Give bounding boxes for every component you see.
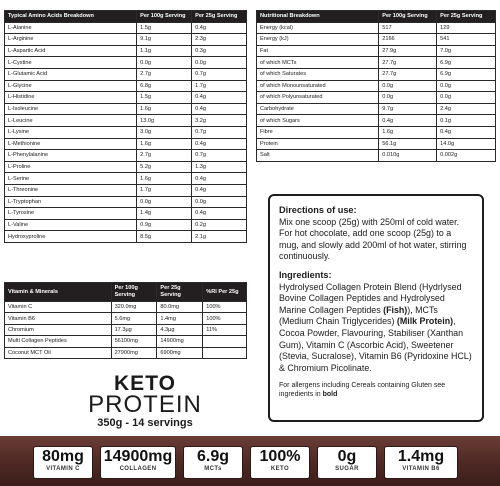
table-cell: 7.0g — [437, 45, 496, 57]
header-cell: %RI Per 25g — [203, 283, 247, 302]
table-cell: 6900mg — [157, 347, 203, 358]
table-row — [5, 347, 247, 358]
stat-value: 1.4mg — [397, 448, 445, 465]
table-cell: 56.1g — [379, 138, 437, 150]
table-row — [257, 103, 496, 115]
table-cell — [203, 347, 247, 358]
table-cell: L-Tyrosine — [5, 208, 137, 220]
allergy-note-text: For allergens including Cereals containing Gluten see ingredients in — [279, 382, 446, 399]
table-cell: 0.9g — [137, 219, 192, 231]
table-cell: 1.4g — [137, 208, 192, 220]
stat-label: VITAMIN C — [46, 466, 80, 472]
table-cell: Chromium — [5, 324, 112, 335]
stat-value: 80mg — [42, 448, 84, 465]
allergy-note-bold: bold — [322, 391, 338, 399]
table-cell: 6.9g — [437, 68, 496, 80]
table-cell: 0.4g — [192, 92, 247, 104]
allergen-milk: (Milk Protein) — [396, 316, 454, 327]
table-row — [5, 302, 247, 313]
header-cell: Per 100g Serving — [379, 11, 437, 23]
table-row — [257, 34, 496, 46]
table-cell: Protein — [257, 138, 379, 150]
stat-value: 6.9g — [196, 448, 229, 465]
table-cell: 0.4g — [192, 22, 247, 34]
table-cell: 27.7g — [379, 57, 437, 69]
vitamins-minerals-table-body — [5, 302, 247, 359]
table-row — [5, 80, 247, 92]
table-cell: 0.2g — [192, 219, 247, 231]
table-cell: L-Cystine — [5, 57, 137, 69]
table-cell: 17.3µg — [111, 324, 157, 335]
table-cell: 517 — [379, 22, 437, 34]
table-cell: 0.7g — [192, 126, 247, 138]
table-cell: 0.4g — [192, 173, 247, 185]
table-row — [5, 57, 247, 69]
stat-value: 100% — [259, 448, 301, 465]
table-cell: 5.6mg — [111, 313, 157, 324]
table-cell: 0.4g — [192, 208, 247, 220]
ingredients-part: , Cocoa Powder, Flavouring, Stabiliser (Xanthan Gum), Vitamin C (Ascorbic Acid), Sweetener (Stevia, Sucralose), Vitamin B6 (Pyridoxine HCL) & Chromium Picolinate. — [279, 316, 472, 373]
table-cell: 56100mg — [111, 336, 157, 347]
table-row — [5, 161, 247, 173]
table-cell: Energy (kJ) — [257, 34, 379, 46]
stat-label: MCTs — [204, 466, 222, 472]
stat-value: 0g — [337, 448, 357, 465]
table-row — [5, 115, 247, 127]
table-cell: Vitamin B6 — [5, 313, 112, 324]
stat-collagen — [100, 446, 176, 479]
stat-mcts — [183, 446, 243, 479]
allergy-note — [279, 381, 473, 399]
directions-text: Mix one scoop (25g) with 250ml of cold water. For hot chocolate, add one scoop (25g) to a mug, and slowly add 200ml of hot water, stirring continuously. — [279, 216, 467, 262]
table-cell: 6.9g — [437, 57, 496, 69]
table-cell: of which Monounsaturated — [257, 80, 379, 92]
table-cell: Vitamin C — [5, 302, 112, 313]
table-cell: L-Isoleucine — [5, 103, 137, 115]
header-cell: Per 100g Serving — [137, 11, 192, 23]
table-cell: 9.7g — [379, 103, 437, 115]
table-cell: 0.002g — [437, 150, 496, 162]
table-row — [5, 196, 247, 208]
table-cell: Multi Collagen Peptides — [5, 336, 112, 347]
nutrition-table — [256, 10, 496, 162]
stat-vitamin-b6 — [384, 446, 458, 479]
table-cell: 1.5g — [137, 22, 192, 34]
table-cell: 1.6g — [137, 138, 192, 150]
table-cell: 1.6g — [379, 126, 437, 138]
table-row — [5, 22, 247, 34]
table-cell: Fibre — [257, 126, 379, 138]
stat-label: SUGAR — [335, 466, 359, 472]
table-cell: of which MCTs — [257, 57, 379, 69]
table-cell: 0.0g — [379, 92, 437, 104]
header-cell: Per 25g Serving — [157, 283, 203, 302]
table-row — [5, 126, 247, 138]
table-cell: 13.0g — [137, 115, 192, 127]
table-cell: 0.7g — [192, 68, 247, 80]
ingredients-text — [279, 282, 473, 375]
table-cell: 1.6g — [137, 173, 192, 185]
table-cell: 27.9g — [379, 45, 437, 57]
table-row — [257, 150, 496, 162]
table-cell: 1.7g — [137, 184, 192, 196]
table-cell: L-Serine — [5, 173, 137, 185]
table-cell: 1.6g — [137, 103, 192, 115]
table-cell: 100% — [203, 302, 247, 313]
table-row — [5, 34, 247, 46]
table-cell: 5.2g — [137, 161, 192, 173]
table-cell: 2.1g — [192, 231, 247, 243]
table-row — [257, 126, 496, 138]
table-cell: 11% — [203, 324, 247, 335]
table-cell: Hydroxyproline — [5, 231, 137, 243]
table-cell: 8.5g — [137, 231, 192, 243]
table-row — [257, 45, 496, 57]
table-cell: 0.4g — [192, 184, 247, 196]
table-cell: L-Threonine — [5, 184, 137, 196]
table-cell: 1.7g — [192, 80, 247, 92]
table-row — [5, 208, 247, 220]
stats-band — [0, 436, 500, 486]
table-row — [5, 219, 247, 231]
stat-keto — [250, 446, 310, 479]
table-cell: 2.7g — [137, 68, 192, 80]
table-cell: 1.5g — [137, 92, 192, 104]
table-cell: 0.0g — [192, 57, 247, 69]
vitamins-minerals-table — [4, 282, 247, 359]
ingredients-part: Hydrolysed Collagen Protein Blend (Hydrlysed Bovine Collagen Peptides and Hydrolysed Marine Collagen Peptides — [279, 281, 462, 315]
table-cell: 9.1g — [137, 34, 192, 46]
table-cell: 0.4g — [437, 126, 496, 138]
table-cell: 100% — [203, 313, 247, 324]
table-cell: Salt — [257, 150, 379, 162]
table-cell: 0.7g — [192, 150, 247, 162]
table-cell: L-Arginine — [5, 34, 137, 46]
table-row — [5, 173, 247, 185]
table-row — [5, 92, 247, 104]
header-cell: Per 25g Serving — [192, 11, 247, 23]
brand-keto: KETO — [114, 372, 176, 395]
spacer — [279, 263, 473, 270]
table-cell: Carbohydrate — [257, 103, 379, 115]
table-cell: 0.3g — [192, 45, 247, 57]
table-cell: 14900mg — [157, 336, 203, 347]
table-row — [257, 138, 496, 150]
table-row — [5, 231, 247, 243]
table-cell: 3.0g — [137, 126, 192, 138]
table-cell: 1.3g — [192, 161, 247, 173]
table-cell: L-Valine — [5, 219, 137, 231]
table-cell: 14.0g — [437, 138, 496, 150]
header-cell: Typical Amino Acids Breakdown — [5, 11, 137, 23]
table-row — [5, 45, 247, 57]
table-cell: 0.4g — [192, 103, 247, 115]
amino-acids-table — [4, 10, 247, 243]
table-cell — [203, 336, 247, 347]
table-row — [257, 57, 496, 69]
table-cell: L-Glycine — [5, 80, 137, 92]
table-row — [5, 150, 247, 162]
table-row — [5, 313, 247, 324]
table-row — [5, 103, 247, 115]
table-cell: 0.0g — [379, 80, 437, 92]
table-cell: L-Tryptophan — [5, 196, 137, 208]
table-row — [257, 80, 496, 92]
table-cell: 1.1g — [137, 45, 192, 57]
product-brand — [85, 374, 205, 430]
table-cell: 0.4g — [192, 138, 247, 150]
table-cell: 2.4g — [437, 103, 496, 115]
ingredients-heading: Ingredients: — [279, 269, 332, 280]
table-cell: 0.1g — [437, 115, 496, 127]
ingredients-part: ), MCTs (Medium Chain Triglycerides) — [279, 304, 438, 327]
brand-protein: PROTEIN — [88, 391, 202, 418]
table-cell: of which Sugars — [257, 115, 379, 127]
table-cell: Fat — [257, 45, 379, 57]
table-row — [5, 324, 247, 335]
table-cell: L-Methionine — [5, 138, 137, 150]
table-cell: L-Lysine — [5, 126, 137, 138]
nutrition-table-body — [257, 22, 496, 161]
header-cell: Per 25g Serving — [437, 11, 496, 23]
table-cell: 320.0mg — [111, 302, 157, 313]
table-cell: 80.0mg — [157, 302, 203, 313]
table-cell: 0.0g — [137, 196, 192, 208]
table-cell: L-Proline — [5, 161, 137, 173]
brand-servings: 350g - 14 servings — [97, 417, 193, 429]
directions-heading: Directions of use: — [279, 205, 357, 215]
table-cell: of which Polyunsaturated — [257, 92, 379, 104]
table-cell: 129 — [437, 22, 496, 34]
header-cell: Per 100g Serving — [111, 283, 157, 302]
table-row — [257, 68, 496, 80]
table-cell: 0.4g — [379, 115, 437, 127]
table-cell: L-Leucine — [5, 115, 137, 127]
table-row — [5, 68, 247, 80]
table-cell: 2.7g — [137, 150, 192, 162]
table-cell: 0.0g — [437, 92, 496, 104]
table-row — [5, 184, 247, 196]
vitamins-minerals-table-header — [5, 283, 247, 302]
table-cell: L-Glutamic Acid — [5, 68, 137, 80]
stat-label: VITAMIN B6 — [402, 466, 440, 472]
table-cell: L-Histidine — [5, 92, 137, 104]
stat-vitamin-c — [33, 446, 93, 479]
stat-label: COLLAGEN — [119, 466, 157, 472]
table-cell: 27.7g — [379, 68, 437, 80]
header-cell: Vitamin & Minerals — [5, 283, 112, 302]
table-cell: 0.0g — [437, 80, 496, 92]
table-row — [257, 115, 496, 127]
table-row — [5, 336, 247, 347]
table-cell: 0.010g — [379, 150, 437, 162]
table-cell: 541 — [437, 34, 496, 46]
table-cell: 0.0g — [137, 57, 192, 69]
table-cell: 4.3µg — [157, 324, 203, 335]
table-cell: 2166 — [379, 34, 437, 46]
table-cell: 27900mg — [111, 347, 157, 358]
header-cell: Nutritional Breakdown — [257, 11, 379, 23]
directions-ingredients-box — [268, 194, 484, 422]
amino-acids-table-header — [5, 11, 247, 23]
table-cell: 6.8g — [137, 80, 192, 92]
table-cell: L-Aspartic Acid — [5, 45, 137, 57]
table-cell: 1.4mg — [157, 313, 203, 324]
table-cell: Energy (kcal) — [257, 22, 379, 34]
table-row — [257, 92, 496, 104]
allergen-fish: (Fish) — [383, 304, 408, 315]
table-row — [257, 22, 496, 34]
table-cell: Coconut MCT Oil — [5, 347, 112, 358]
stat-value: 14900mg — [103, 448, 173, 465]
table-cell: 3.2g — [192, 115, 247, 127]
table-row — [5, 138, 247, 150]
amino-acids-table-body — [5, 22, 247, 242]
table-cell: 0.0g — [192, 196, 247, 208]
table-cell: 2.3g — [192, 34, 247, 46]
table-cell: L-Alanine — [5, 22, 137, 34]
table-cell: of which Saturates — [257, 68, 379, 80]
stat-sugar — [317, 446, 377, 479]
nutrition-table-header — [257, 11, 496, 23]
table-cell: L-Phenylalanine — [5, 150, 137, 162]
stat-label: KETO — [270, 466, 290, 472]
